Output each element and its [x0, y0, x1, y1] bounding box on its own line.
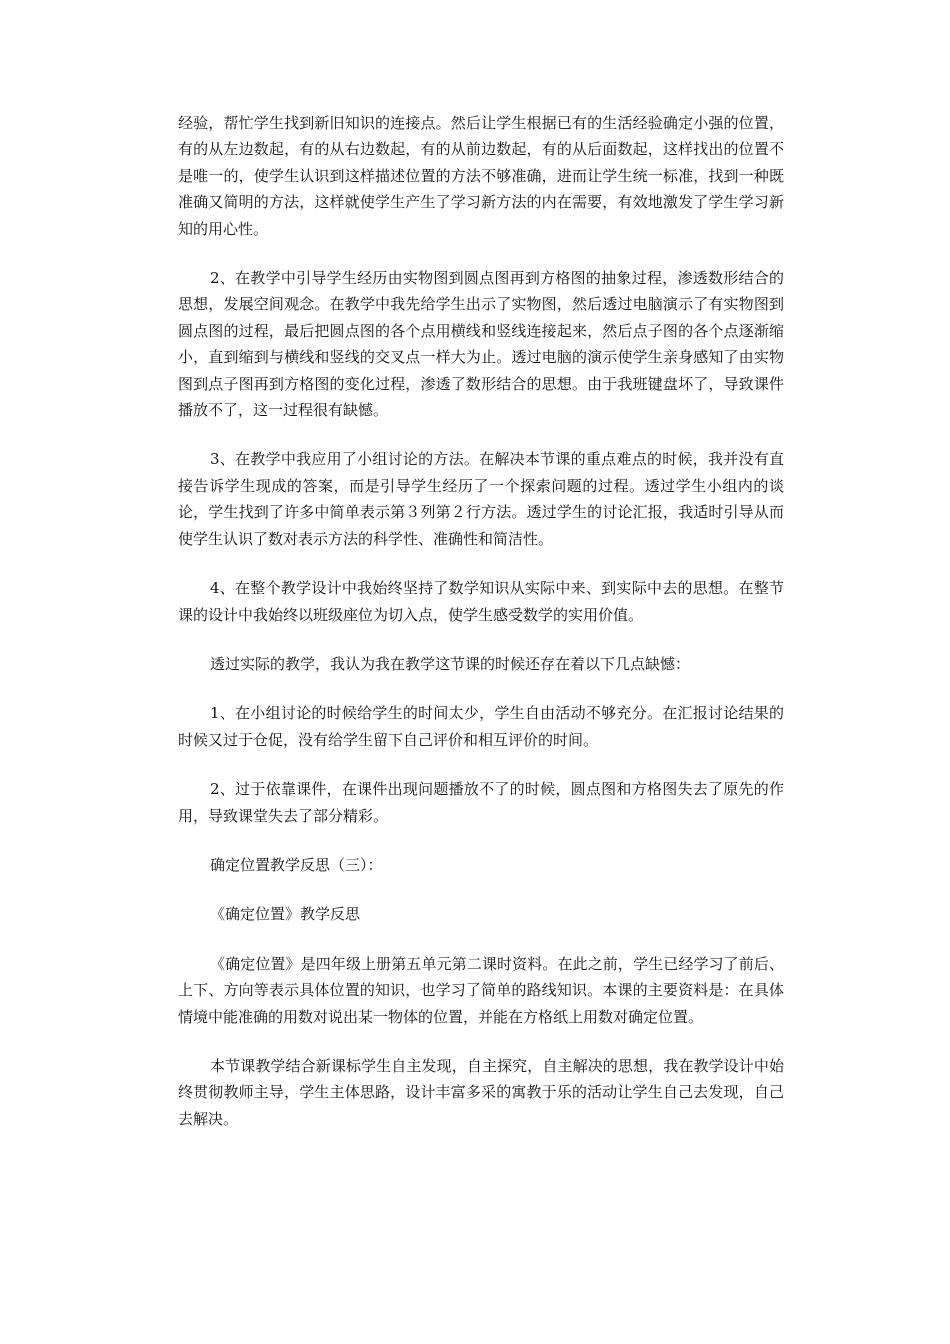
paragraph-shortcomings-intro: 透过实际的教学，我认为我在教学这节课的时候还存在着以下几点缺憾： [210, 654, 691, 673]
paragraph-point-2: 2、在教学中引导学生经历由实物图到圆点图再到方格图的抽象过程，渗透数形结合的思想，发展空间观念。在教学中我先给学生出示了实物图，然后透过电脑演示了有实物图到圆点图的过程，最后把圆点图的各个点用横线和竖线连接起来，然后点子图的各个点逐渐缩小，直到缩到与横线和竖线的交叉点一样大为止。透过电脑的演示使学生亲身感知了由实物图到点子图再到方格图的变化过程，渗透了数形结合的思想。由于我班键盘坏了，导致课件播放不了，这一过程很有缺憾。 [178, 269, 784, 420]
paragraph-teaching-approach: 本节课教学结合新课标学生自主发现，自主探究，自主解决的思想，我在教学设计中始终贯彻教师主导，学生主体思路，设计丰富多采的寓教于乐的活动让学生自己去发现，自己去解决。 [178, 1056, 784, 1128]
section-heading: 确定位置教学反思（三）： [210, 855, 383, 874]
paragraph-point-4: 4、在整个教学设计中我始终坚持了数学知识从实际中来、到实际中去的思想。在整节课的设计中我始终以班级座位为切入点，使学生感受数学的实用价值。 [178, 579, 784, 624]
paragraph-shortcoming-1: 1、在小组讨论的时候给学生的时间太少，学生自由活动不够充分。在汇报讨论结果的时候又过于仓促，没有给学生留下自己评价和相互评价的时间。 [178, 704, 784, 749]
section-subheading: 《确定位置》教学反思 [210, 905, 361, 924]
paragraph-continuation: 经验，帮忙学生找到新旧知识的连接点。然后让学生根据已有的生活经验确定小强的位置，有的从左边数起，有的从右边数起，有的从前边数起，有的从后面数起，这样找出的位置不是唯一的，使学生认识到这样描述位置的方法不够准确，进而让学生统一标准，找到一种既准确又简明的方法，这样就使学生产生了学习新方法的内在需要，有效地激发了学生学习新知的用心性。 [178, 114, 784, 238]
paragraph-point-3: 3、在教学中我应用了小组讨论的方法。在解决本节课的重点难点的时候，我并没有直接告诉学生现成的答案，而是引导学生经历了一个探索问题的过程。透过学生小组内的谈论，学生找到了许多中简单表示第３列第２行方法。透过学生的讨论汇报，我适时引导从而使学生认识了数对表示方法的科学性、准确性和简洁性。 [178, 450, 784, 548]
document-body [178, 110, 784, 1155]
paragraph-lesson-overview: 《确定位置》是四年级上册第五单元第二课时资料。在此之前，学生已经学习了前后、上下、方向等表示具体位置的知识，也学习了简单的路线知识。本课的主要资料是：在具体情境中能准确的用数对说出某一物体的位置，并能在方格纸上用数对确定位置。 [178, 954, 784, 1026]
paragraph-shortcoming-2: 2、过于依靠课件，在课件出现问题播放不了的时候，圆点图和方格图失去了原先的作用，导致课堂失去了部分精彩。 [178, 780, 784, 825]
